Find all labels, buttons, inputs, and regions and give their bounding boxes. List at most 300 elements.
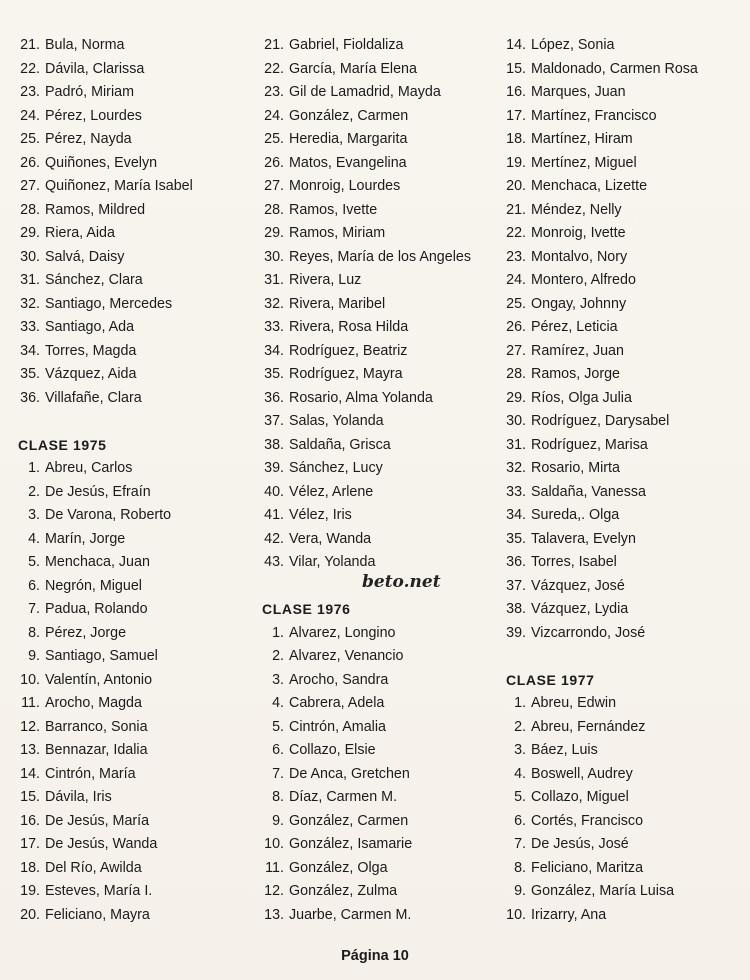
list-item (506, 293, 746, 317)
list-item (18, 598, 253, 622)
list-item-name: Rodríguez, Beatriz (289, 342, 408, 359)
list-item-number: 17. (506, 107, 526, 124)
list-item-name: González, María Luisa (531, 883, 675, 899)
list-item-number: 3. (272, 671, 284, 688)
list-item-number: 24. (264, 107, 284, 124)
list-item (506, 692, 746, 716)
list-item-number: 27. (506, 342, 526, 359)
list-item (262, 81, 502, 105)
list-item (18, 363, 253, 387)
list-item (262, 528, 502, 552)
list-item-number: 8. (28, 624, 40, 641)
list-item-number: 11. (265, 859, 284, 876)
list-item (262, 481, 502, 505)
list-item (18, 833, 253, 857)
list-item (18, 810, 253, 834)
list-item-number: 2. (28, 483, 40, 500)
list-item-name: Montero, Alfredo (531, 272, 636, 288)
list-item-name: Rivera, Rosa Hilda (289, 319, 409, 335)
list-item-name: Feliciano, Mayra (45, 906, 150, 923)
list-item (506, 810, 746, 834)
list-item-number: 14. (506, 37, 526, 53)
list-item (506, 340, 746, 364)
list-item (18, 716, 253, 740)
list-item (506, 363, 746, 387)
list-item (262, 293, 502, 317)
list-item-name: Abreu, Edwin (531, 695, 617, 711)
list-item (506, 739, 746, 763)
list-item (506, 528, 746, 552)
list-item-name: Mertínez, Miguel (531, 154, 637, 171)
list-item (506, 152, 746, 176)
list-item-number: 1. (272, 624, 284, 641)
list-item (18, 763, 253, 787)
list-item-name: Quiñonez, María Isabel (45, 178, 193, 194)
list-item (506, 551, 746, 575)
list-item-name: Rodríguez, Darysabel (531, 413, 670, 429)
list-item-name: Vélez, Arlene (289, 483, 374, 500)
list-item (18, 457, 253, 481)
list-item (506, 269, 746, 293)
list-item-number: 17. (20, 836, 40, 852)
list-item-number: 35. (264, 366, 284, 382)
list-item-number: 10. (264, 836, 284, 852)
list-item (262, 645, 502, 669)
list-item-name: Méndez, Nelly (531, 201, 622, 218)
list-item-name: Vázquez, Lydia (531, 601, 629, 617)
list-item (506, 246, 746, 270)
list-item-number: 26. (20, 154, 40, 171)
list-item (506, 387, 746, 411)
list-item-name: Talavera, Evelyn (531, 530, 636, 547)
list-item-name: Gabriel, Fioldaliza (289, 37, 404, 53)
list-item (18, 58, 253, 82)
list-item (262, 739, 502, 763)
list-item (506, 410, 746, 434)
list-item-name: Cabrera, Adela (289, 695, 385, 711)
list-item-name: Saldaña, Vanessa (531, 483, 646, 500)
list-item-number: 27. (20, 178, 40, 194)
list-item-name: Sureda,. Olga (531, 507, 620, 523)
list-item-name: Ramos, Mildred (45, 201, 146, 218)
list-item (18, 481, 253, 505)
list-item-name: Pérez, Leticia (531, 319, 618, 335)
list-item (18, 528, 253, 552)
list-item-number: 24. (506, 272, 526, 288)
site-watermark: beto.net (362, 572, 441, 592)
list-item-number: 21. (506, 201, 526, 218)
list-item (506, 222, 746, 246)
list-item (506, 81, 746, 105)
list-item-name: Díaz, Carmen M. (289, 789, 398, 805)
list-item-number: 37. (506, 577, 526, 594)
class-year-heading: CLASE 1976 (262, 601, 351, 617)
list-item-number: 8. (272, 789, 284, 805)
list-item-number: 25. (20, 131, 40, 147)
list-item-name: Menchaca, Juan (45, 554, 150, 570)
list-item (506, 763, 746, 787)
list-item-name: Montalvo, Nory (531, 248, 628, 265)
list-item-name: Ramos, Jorge (531, 366, 620, 382)
list-item-name: Collazo, Miguel (531, 789, 629, 805)
list-item (262, 833, 502, 857)
list-item-name: De Anca, Gretchen (289, 765, 410, 782)
list-item-name: Ramos, Ivette (289, 201, 378, 218)
list-item (506, 504, 746, 528)
list-item (18, 645, 253, 669)
list-item-number: 26. (506, 319, 526, 335)
list-item-name: Juarbe, Carmen M. (289, 906, 412, 923)
list-item-number: 5. (272, 718, 284, 735)
list-item (18, 669, 253, 693)
list-item-name: Arocho, Sandra (289, 671, 389, 688)
list-item-number: 15. (506, 60, 526, 77)
list-item (506, 199, 746, 223)
list-item (262, 410, 502, 434)
list-item-name: Torres, Isabel (531, 554, 617, 570)
list-item-number: 6. (28, 577, 40, 594)
list-item (262, 504, 502, 528)
list-item (506, 880, 746, 904)
list-item-number: 5. (28, 554, 40, 570)
list-item-name: Sánchez, Lucy (289, 460, 383, 476)
list-item-name: Heredia, Margarita (289, 131, 408, 147)
list-item-number: 5. (514, 789, 526, 805)
list-item (506, 316, 746, 340)
list-item-name: Monroig, Ivette (531, 225, 626, 241)
list-item-name: Sánchez, Clara (45, 272, 143, 288)
list-item-number: 33. (264, 319, 284, 335)
list-item-name: Rodríguez, Marisa (531, 436, 648, 453)
list-item-number: 23. (20, 84, 40, 100)
list-item-name: Marques, Juan (531, 84, 626, 100)
list-item (262, 246, 502, 270)
list-item (18, 692, 253, 716)
list-item-name: Monroig, Lourdes (289, 178, 401, 194)
list-item-number: 30. (506, 413, 526, 429)
list-item-number: 30. (264, 248, 284, 265)
list-item (262, 152, 502, 176)
list-item (506, 857, 746, 881)
list-item (262, 669, 502, 693)
list-item-number: 15. (20, 789, 40, 805)
list-item-number: 7. (28, 601, 40, 617)
list-item-name: Salvá, Daisy (45, 248, 125, 265)
list-item-name: Ongay, Johnny (531, 295, 627, 312)
list-item-number: 16. (20, 812, 40, 829)
list-item-name: Cintrón, María (45, 765, 136, 782)
list-item (18, 152, 253, 176)
list-item (18, 622, 253, 646)
list-item-number: 40. (264, 483, 284, 500)
list-item (262, 34, 502, 58)
list-item (18, 175, 253, 199)
list-item-number: 34. (20, 342, 40, 359)
list-item (18, 246, 253, 270)
list-item-number: 2. (272, 648, 284, 664)
list-item-name: Vázquez, Aida (45, 366, 137, 382)
list-item-name: Alvarez, Longino (289, 624, 396, 641)
list-item-name: Martínez, Francisco (531, 107, 657, 124)
list-item-number: 43. (264, 554, 284, 570)
list-item-name: De Jesús, Wanda (45, 836, 158, 852)
list-item-number: 6. (514, 812, 526, 829)
list-item-name: Rivera, Maribel (289, 295, 386, 312)
list-item-number: 18. (20, 859, 40, 876)
list-item-name: Vera, Wanda (289, 530, 372, 547)
list-item-number: 12. (264, 883, 284, 899)
list-item-number: 26. (264, 154, 284, 171)
list-item-number: 20. (506, 178, 526, 194)
list-item-name: Báez, Luis (531, 742, 598, 758)
list-item (262, 340, 502, 364)
list-item (506, 481, 746, 505)
list-item-number: 8. (514, 859, 526, 876)
list-item-number: 28. (506, 366, 526, 382)
list-item-name: Padua, Rolando (45, 601, 148, 617)
list-item (506, 833, 746, 857)
list-item (506, 786, 746, 810)
list-item (262, 880, 502, 904)
list-item (18, 786, 253, 810)
list-item-name: Arocho, Magda (45, 695, 142, 711)
list-item-number: 36. (20, 389, 40, 406)
list-item-name: Dávila, Clarissa (45, 60, 145, 77)
list-item-name: Cintrón, Amalia (289, 718, 386, 735)
list-item-number: 35. (20, 366, 40, 382)
list-item-number: 16. (506, 84, 526, 100)
list-item-name: Barranco, Sonia (45, 718, 148, 735)
list-item-number: 29. (506, 389, 526, 406)
list-item-name: Pérez, Nayda (45, 131, 132, 147)
list-item-name: Boswell, Audrey (531, 765, 633, 782)
list-item (18, 857, 253, 881)
list-item (262, 763, 502, 787)
list-item-name: De Jesús, María (45, 812, 150, 829)
list-item (262, 904, 502, 928)
page-number: Página 10 (341, 948, 409, 964)
list-item-name: Negrón, Miguel (45, 577, 142, 594)
list-item-number: 4. (28, 530, 40, 547)
column-3 (506, 34, 746, 927)
list-item-name: De Varona, Roberto (45, 507, 172, 523)
list-item-number: 19. (506, 154, 526, 171)
list-item-name: Gil de Lamadrid, Mayda (289, 84, 441, 100)
list-item-name: Marín, Jorge (45, 530, 126, 547)
list-item-number: 28. (264, 201, 284, 218)
list-item-name: De Jesús, Efraín (45, 483, 151, 500)
list-item-number: 11. (21, 695, 40, 711)
list-item-name: Salas, Yolanda (289, 413, 384, 429)
list-item-name: Matos, Evangelina (289, 154, 407, 171)
list-item (18, 504, 253, 528)
list-item (262, 716, 502, 740)
list-item-name: Reyes, María de los Angeles (289, 248, 471, 265)
column-2 (262, 34, 502, 927)
list-item (18, 880, 253, 904)
list-item-number: 12. (20, 718, 40, 735)
list-item (262, 269, 502, 293)
list-item-number: 1. (28, 460, 40, 476)
list-item (506, 34, 746, 58)
list-item-number: 32. (20, 295, 40, 312)
list-item-name: Maldonado, Carmen Rosa (531, 60, 698, 77)
list-item-number: 3. (514, 742, 526, 758)
list-item-number: 34. (264, 342, 284, 359)
list-item-name: Santiago, Samuel (45, 648, 158, 664)
list-item (262, 387, 502, 411)
list-item-name: Padró, Miriam (45, 84, 134, 100)
list-item (18, 293, 253, 317)
list-item-name: Santiago, Mercedes (45, 295, 173, 312)
list-item-number: 28. (20, 201, 40, 218)
list-item-number: 22. (506, 225, 526, 241)
list-item-number: 31. (264, 272, 284, 288)
list-item-number: 4. (272, 695, 284, 711)
list-item-number: 14. (20, 765, 40, 782)
list-item-number: 25. (264, 131, 284, 147)
list-item-name: Esteves, María I. (45, 883, 153, 899)
list-item (262, 105, 502, 129)
list-item-number: 18. (506, 131, 526, 147)
list-item-name: Bula, Norma (45, 37, 125, 53)
list-item (506, 457, 746, 481)
list-item-number: 13. (20, 742, 40, 758)
list-item (262, 199, 502, 223)
list-item-number: 35. (506, 530, 526, 547)
list-item (262, 786, 502, 810)
list-item (262, 622, 502, 646)
list-item (18, 128, 253, 152)
list-item-name: Rodríguez, Mayra (289, 366, 403, 382)
list-item-number: 7. (272, 765, 284, 782)
list-item-number: 27. (264, 178, 284, 194)
list-item-name: Cortés, Francisco (531, 812, 644, 829)
list-item-number: 39. (506, 624, 526, 641)
list-item-name: Ramos, Miriam (289, 225, 386, 241)
list-item-number: 9. (28, 648, 40, 664)
list-item (262, 316, 502, 340)
list-item-number: 32. (506, 460, 526, 476)
list-item (18, 105, 253, 129)
list-item-name: Riera, Aida (45, 225, 115, 241)
list-item-number: 21. (264, 37, 284, 53)
list-item-name: Vázquez, José (531, 577, 625, 594)
list-item-number: 32. (264, 295, 284, 312)
list-item-name: Alvarez, Venancio (289, 648, 404, 664)
list-item (506, 434, 746, 458)
list-item (506, 598, 746, 622)
list-item (262, 551, 502, 575)
list-item-number: 10. (20, 671, 40, 688)
list-item-name: González, Carmen (289, 107, 409, 124)
list-item-number: 13. (264, 906, 284, 923)
list-item-number: 25. (506, 295, 526, 312)
list-item (506, 105, 746, 129)
list-item (506, 904, 746, 928)
list-item (18, 316, 253, 340)
list-item-name: Pérez, Jorge (45, 624, 127, 641)
list-item-name: Ramírez, Juan (531, 342, 624, 359)
list-item-name: Quiñones, Evelyn (45, 154, 158, 171)
list-item (18, 222, 253, 246)
list-item-name: García, María Elena (289, 60, 417, 77)
list-item-number: 33. (506, 483, 526, 500)
list-item (506, 128, 746, 152)
list-item-name: Valentín, Antonio (45, 671, 153, 688)
list-item-name: González, Zulma (289, 883, 398, 899)
list-item (262, 175, 502, 199)
list-item (18, 551, 253, 575)
list-item-name: Menchaca, Lizette (531, 178, 648, 194)
list-item-number: 20. (20, 906, 40, 923)
list-item (18, 269, 253, 293)
list-item-name: Torres, Magda (45, 342, 137, 359)
list-item-number: 29. (20, 225, 40, 241)
list-item-name: Martínez, Hiram (531, 131, 633, 147)
list-item-name: Dávila, Iris (45, 789, 112, 805)
list-item (18, 81, 253, 105)
list-item (506, 716, 746, 740)
list-item-name: Bennazar, Idalia (45, 742, 148, 758)
class-year-heading: CLASE 1975 (18, 436, 107, 453)
list-item-name: Vizcarrondo, José (531, 624, 646, 641)
list-item-number: 31. (506, 436, 526, 453)
list-item-name: Villafañe, Clara (45, 389, 142, 406)
list-item-number: 29. (264, 225, 284, 241)
list-item-number: 38. (506, 601, 526, 617)
list-item-name: Saldaña, Grisca (289, 436, 391, 453)
list-item (262, 857, 502, 881)
list-item (262, 128, 502, 152)
list-item (262, 58, 502, 82)
list-item-name: Abreu, Carlos (45, 460, 133, 476)
list-item-name: Vélez, Iris (289, 507, 352, 523)
list-item-name: Abreu, Fernández (531, 718, 646, 735)
list-item-name: Vilar, Yolanda (289, 554, 376, 570)
list-item-number: 4. (514, 765, 526, 782)
list-item-name: Ríos, Olga Julia (531, 389, 632, 406)
list-item-number: 36. (264, 389, 284, 406)
list-item-name: Pérez, Lourdes (45, 107, 142, 124)
list-item-name: Del Río, Awilda (45, 859, 142, 876)
list-item (18, 904, 253, 928)
list-item (18, 387, 253, 411)
list-item (262, 457, 502, 481)
list-item-name: Rosario, Mirta (531, 460, 620, 476)
list-item-number: 6. (272, 742, 284, 758)
list-item (18, 34, 253, 58)
list-item-number: 1. (514, 695, 526, 711)
list-item-number: 30. (20, 248, 40, 265)
list-item-name: López, Sonia (531, 37, 615, 53)
list-item-number: 24. (20, 107, 40, 124)
list-item (18, 575, 253, 599)
list-item-number: 23. (264, 84, 284, 100)
list-item (506, 175, 746, 199)
list-item-number: 2. (514, 718, 526, 735)
list-item-number: 36. (506, 554, 526, 570)
list-item (506, 622, 746, 646)
list-item-name: Collazo, Elsie (289, 742, 376, 758)
list-item-number: 33. (20, 319, 40, 335)
list-item-number: 22. (264, 60, 284, 77)
list-item-number: 22. (20, 60, 40, 77)
list-item-number: 34. (506, 507, 526, 523)
list-item-name: Rivera, Luz (289, 272, 362, 288)
list-item-number: 37. (264, 413, 284, 429)
list-item (262, 363, 502, 387)
